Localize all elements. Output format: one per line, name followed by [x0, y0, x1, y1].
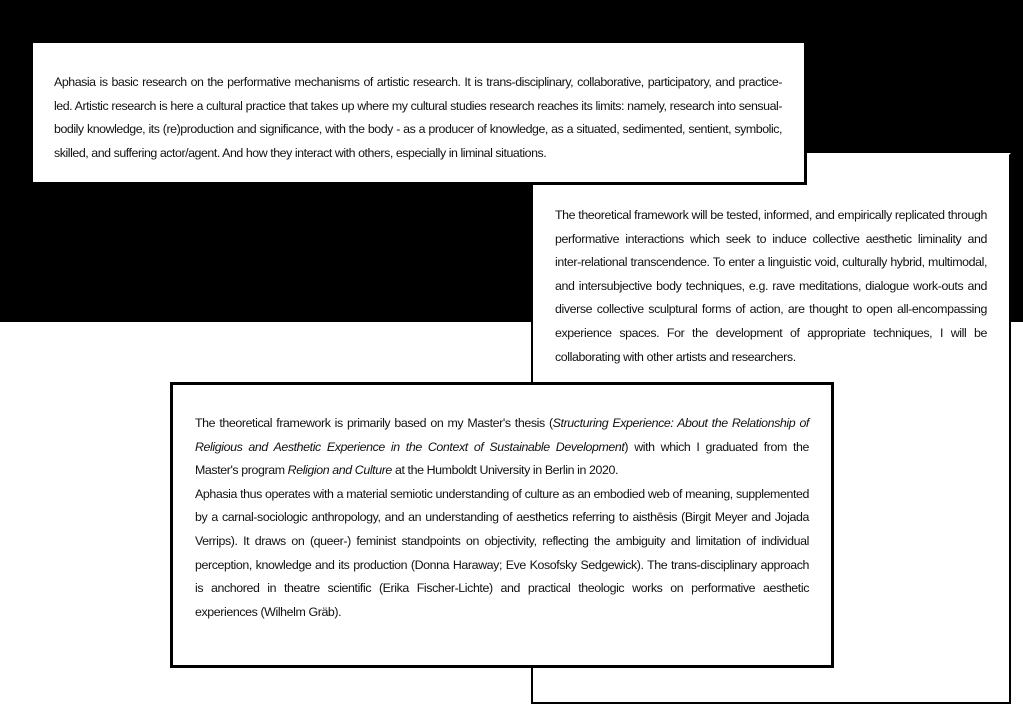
- program-name: Religion and Culture: [287, 463, 392, 478]
- thesis-text-part1: The theoretical framework is primarily based on my Master's thesis (: [195, 416, 553, 430]
- thesis-title: Structuring Experience: About the Relationship of Religious and Aesthetic Experience in the Context of Sustainable Development: [195, 416, 809, 454]
- aphasia-theory-paragraph: Aphasia thus operates with a material semiotic understanding of culture as an embodied web of meaning, supplemented by a carnal-sociologic anthropology, and an understanding of aesthetics referring to aisthēsis (Birgit Meyer and Jojada Verrips). It draws on (queer-) feminist standpoints on objectivity, reflecting the ambiguity and limitation of individual perception, knowledge and its production (Donna Haraway; Eve Kosofsky Sedgewick). The trans-disciplinary approach is anchored in theatre scientific (Erika Fischer-Lichte) and practical theologic works on performative aesthetic experiences (Wilhelm Gräb).: [195, 486, 809, 619]
- thesis-text-part3: at the Humboldt University in Berlin in 2020.: [391, 463, 619, 478]
- intro-panel: [33, 43, 807, 185]
- thesis-paragraph: [195, 412, 809, 483]
- thesis-text-part2: ) with which I graduated from the Master's program: [195, 439, 809, 478]
- theory-panel: [170, 382, 834, 668]
- framework-testing-text: The theoretical framework will be tested, informed, and empirically replicated through performative interactions which seek to induce collective aesthetic liminality and inter-relational transcendence. To enter a linguistic void, culturally hybrid, multimodal, and intersubjective body techniques, e.g. rave meditations, dialogue work-outs and diverse collective sculptural forms of action, are thought to open all-encompassing experience spaces. For the development of appropriate techniques, I will be collaborating with other artists and researchers.: [555, 208, 987, 364]
- intro-text: Aphasia is basic research on the performative mechanisms of artistic research. It is trans-disciplinary, collaborative, participatory, and practice-led. Artistic research is here a cultural practice that takes up where my cultural studies research reaches its limits: namely, research into sensual-bodily knowledge, its (re)production and significance, with the body - as a producer of knowledge, as a situated, sedimented, sentient, symbolic, skilled, and suffering actor/agent. And how they interact with others, especially in liminal situations.: [54, 75, 782, 160]
